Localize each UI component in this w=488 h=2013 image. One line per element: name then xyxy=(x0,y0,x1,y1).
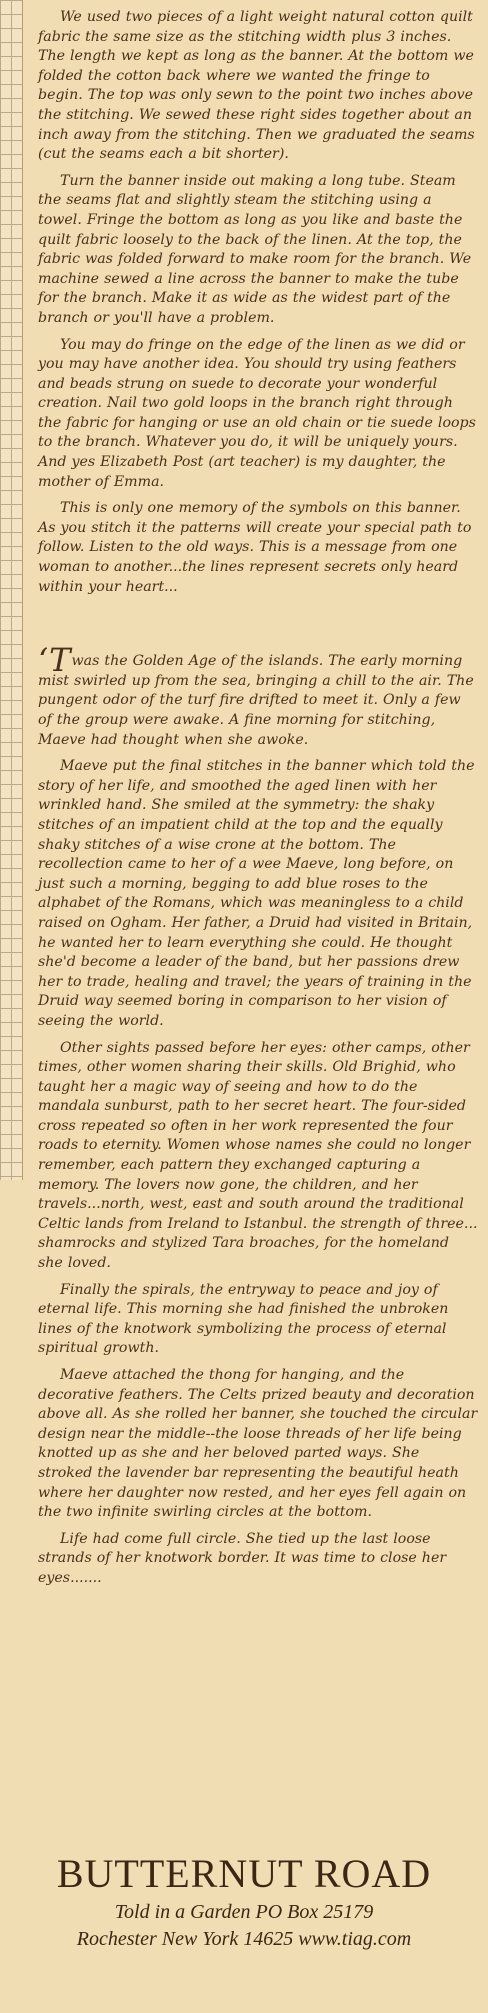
quote-mark: ‘ xyxy=(38,641,49,680)
brand-footer xyxy=(0,1850,488,1951)
story-paragraph: Finally the spirals, the entryway to peace and joy of eternal life. This morning she had finished the unbroken lines of the knotwork symbolizing the process of eternal spiritual growth. xyxy=(38,1281,449,1357)
graph-paper-margin xyxy=(0,0,23,1180)
drop-cap-letter: T xyxy=(49,641,71,680)
story-paragraph: Other sights passed before her eyes: other camps, other times, other women sharing their skills. Old Brighid, who taught her a magic way of seeing and how to do the mandala sunburst, path to her secret heart. The four-sided cross repeated so often in her work represented the four roads to eternity. Women whose names she could no longer remember, each pattern they exchanged capturing a memory. The lovers now gone, the children, and her travels...north, west, east and south around the traditional Celtic lands from Ireland to Istanbul. the strength of three... shamrocks and stylized Tara broaches, for the homeland she loved. xyxy=(38,1039,478,1272)
story-section xyxy=(38,641,478,1588)
section-spacer xyxy=(38,604,478,650)
story-paragraph: Life had come full circle. She tied up the last loose strands of her knotwork border. It was time to close her eyes....... xyxy=(38,1530,447,1586)
document-page xyxy=(38,8,478,1596)
story-opening-text: was the Golden Age of the islands. The early morning mist swirled up from the sea, bringing a chill to the air. The pungent odor of the turf fire drifted to meet it. Only a few of the group were awake. A fine morning for stitching, Maeve had thought when she awoke. xyxy=(38,653,474,748)
story-opening-paragraph xyxy=(38,641,478,750)
brand-contact: Rochester New York 14625 www.tiag.com xyxy=(76,1928,412,1950)
brand-address: Told in a Garden PO Box 25179 xyxy=(114,1901,374,1923)
instruction-paragraph: You may do fringe on the edge of the linen as we did or you may have another idea. You should try using feathers and beads strung on suede to decorate your wonderful creation. Nail two gold loops in the branch right through the fabric for hanging or use an old chain or tie suede loops to the branch. Whatever you do, it will be uniquely yours. And yes Elizabeth Post (art teacher) is my daughter, the mother of Emma. xyxy=(38,336,476,490)
brand-name: BUTTERNUT ROAD xyxy=(56,1851,432,1896)
instruction-paragraph: Turn the banner inside out making a long tube. Steam the seams flat and slightly steam the stitching using a towel. Fringe the bottom as long as you like and baste the quilt fabric loosely to the back of the linen. At the top, the fabric was folded forward to make room for the branch. We machine sewed a line across the banner to make the tube for the branch. Make it as wide as the widest part of the branch or you'll have a problem. xyxy=(38,172,472,326)
story-paragraph: Maeve put the final stitches in the banner which told the story of her life, and smoothed the aged linen with her wrinkled hand. She smiled at the symmetry: the shaky stitches of an impatient child at the top and the equally shaky stitches of a wise crone at the bottom. The recollection came to her of a wee Maeve, long before, on just such a morning, begging to add blue roses to the alphabet of the Romans, which was meaningless to a child raised on Ogham. Her father, a Druid had visited in Britain, he wanted her to learn everything she could. He thought she'd become a leader of the band, but her passions drew her to trade, healing and travel; the years of training in the Druid way seemed boring in comparison to her vision of seeing the world. xyxy=(38,758,475,1029)
instruction-paragraph: We used two pieces of a light weight natural cotton quilt fabric the same size as the stitching width plus 3 inches. The length we kept as long as the banner. At the bottom we folded the cotton back where we wanted the fringe to begin. The top was only sewn to the point two inches above the stitching. We sewed these right sides together about an inch away from the stitching. Then we graduated the seams (cut the seams each a bit shorter). xyxy=(38,9,475,163)
instructions-section xyxy=(38,8,478,597)
story-paragraph: Maeve attached the thong for hanging, and the decorative feathers. The Celts prized beauty and decoration above all. As she rolled her banner, she touched the circular design near the middle--the loose threads of her life being knotted up as she and her beloved parted ways. She stroked the lavender bar representing the beautiful heath where her daughter now rested, and her eyes fell again on the two infinite swirling circles at the bottom. xyxy=(38,1367,478,1521)
instruction-paragraph: This is only one memory of the symbols on this banner. As you stitch it the patterns will create your special path to follow. Listen to the old ways. This is a message from one woman to another...the lines represent secrets only heard within your heart... xyxy=(38,500,472,595)
